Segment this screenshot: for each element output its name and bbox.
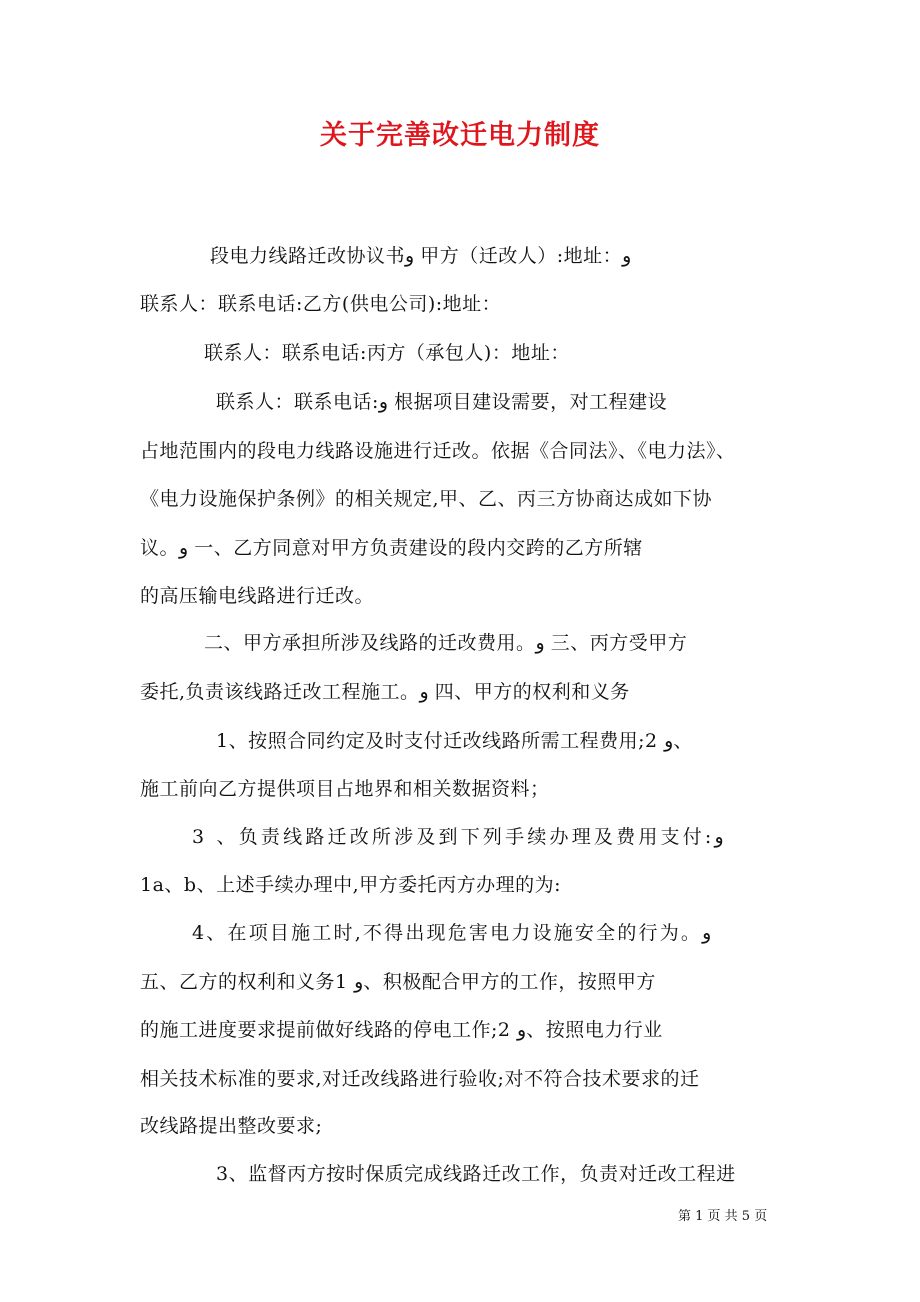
paragraph-line: 的施工进度要求提前做好线路的停电工作;2 و、按照电力行业 (140, 1019, 663, 1041)
paragraph-line: 段电力线路迁改协议书و 甲方（迁改人）:地址：و (210, 245, 632, 267)
paragraph-line: 联系人：联系电话:丙方（承包人)：地址： (204, 342, 570, 364)
paragraph-line: 4、在项目施工时,不得出现危害电力设施安全的行为。و (192, 922, 712, 944)
paragraph-line: 联系人：联系电话:乙方(供电公司):地址： (140, 293, 502, 315)
paragraph-line: 施工前向乙方提供项目占地界和相关数据资料； (140, 778, 550, 800)
page-number: 第 1 页 共 5 页 (678, 1209, 768, 1224)
paragraph-line: 二、甲方承担所涉及线路的迁改费用。و 三、丙方受甲方 (204, 632, 688, 654)
paragraph-line: 相关技术标准的要求,对迁改线路进行验收;对不符合技术要求的迁 (140, 1068, 700, 1090)
paragraph-line: 五、乙方的权利和义务1 و、积极配合甲方的工作，按照甲方 (140, 971, 656, 993)
paragraph-line: 议。و 一、乙方同意对甲方负责建设的段内交跨的乙方所辖 (140, 537, 643, 559)
document-title: 关于完善改迁电力制度 (320, 120, 600, 151)
paragraph-line: 《电力设施保护条例》的相关规定,甲、乙、丙三方协商达成如下协 (140, 488, 713, 510)
paragraph-line: 1、按照合同约定及时支付迁改线路所需工程费用;2 و、 (216, 730, 693, 752)
paragraph-line: 占地范围内的段电力线路设施进行迁改。依据《合同法》、《电力法》、 (140, 440, 736, 462)
paragraph-line: 3 、负责线路迁改所涉及到下列手续办理及费用支付:و (192, 826, 724, 848)
paragraph-line: 改线路提出整改要求; (140, 1115, 323, 1137)
paragraph-line: 的高压输电线路进行迁改。 (140, 585, 375, 607)
paragraph-line: 联系人：联系电话:و 根据项目建设需要，对工程建设 (216, 391, 668, 413)
paragraph-line: 3、监督丙方按时保质完成线路迁改工作，负责对迁改工程进 (216, 1163, 736, 1185)
paragraph-line: 委托,负责该线路迁改工程施工。و 四、甲方的权利和义务 (140, 681, 630, 703)
paragraph-line: 1a、b、上述手续办理中,甲方委托丙方办理的为: (140, 874, 562, 896)
